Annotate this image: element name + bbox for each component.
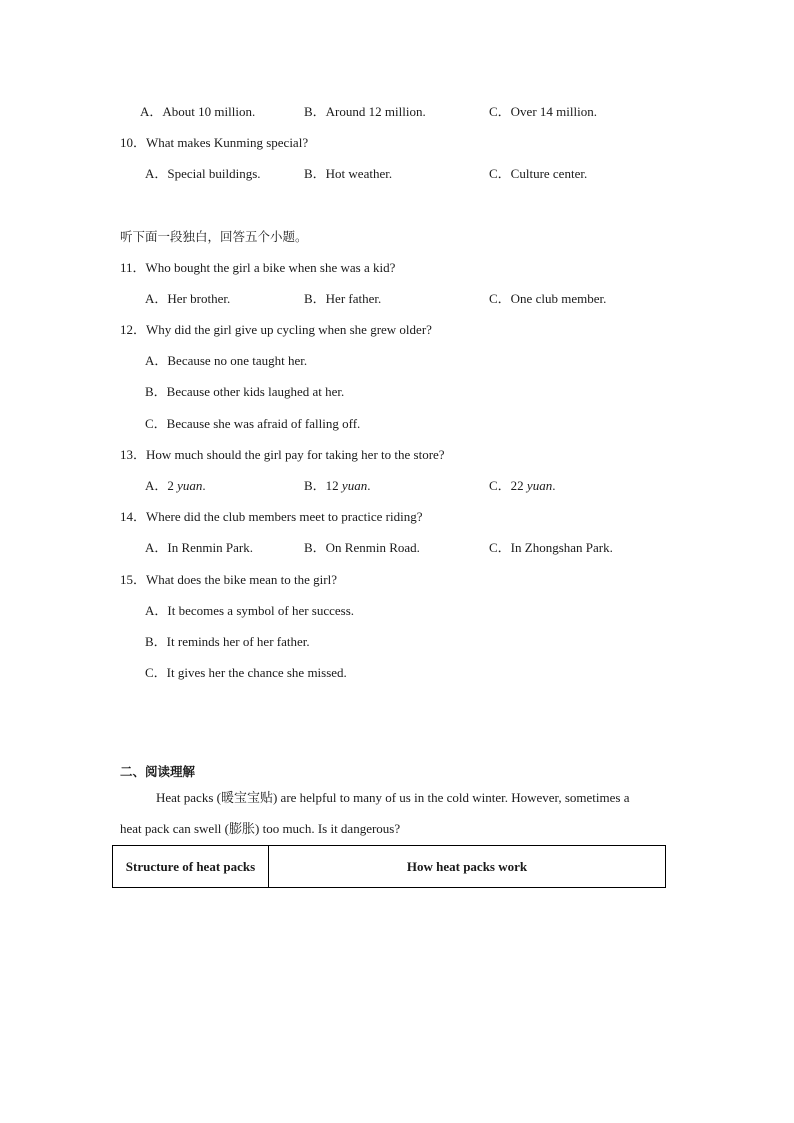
q10-option-b: B．Hot weather. xyxy=(304,166,393,181)
q9-option-b: B．Around 12 million. xyxy=(304,104,426,119)
q15-option-a: A．It becomes a symbol of her success. xyxy=(145,603,355,618)
q11-option-a: A．Her brother. xyxy=(145,291,231,306)
q9-option-a: A．About 10 million. xyxy=(140,104,256,119)
q12-option-c: C．Because she was afraid of falling off. xyxy=(145,416,361,431)
q11-stem: 11．Who bought the girl a bike when she was a kid? xyxy=(120,260,396,275)
q12-option-a: A．Because no one taught her. xyxy=(145,353,308,368)
q14-stem: 14．Where did the club members meet to practice riding? xyxy=(120,509,423,524)
q13-stem: 13．How much should the girl pay for taking her to the store? xyxy=(120,447,445,462)
q13-option-c-amount: 22 xyxy=(510,478,527,493)
q13-option-a-unit: yuan xyxy=(177,478,203,493)
q15-stem: 15．What does the bike mean to the girl? xyxy=(120,572,337,587)
q11-option-c: C．One club member. xyxy=(489,291,607,306)
q13-option-a xyxy=(145,478,206,494)
passage-line-2: heat pack can swell (膨胀) too much. Is it dangerous? xyxy=(120,821,401,836)
passage-line-1: Heat packs (暖宝宝贴) are helpful to many of us in the cold winter. However, sometimes a xyxy=(156,790,630,805)
q14-option-c: C．In Zhongshan Park. xyxy=(489,540,613,555)
q11-option-b: B．Her father. xyxy=(304,291,382,306)
q13-option-c-letter: C． xyxy=(489,478,511,493)
table-header-structure: Structure of heat packs xyxy=(113,846,269,888)
q15-option-c: C．It gives her the chance she missed. xyxy=(145,665,347,680)
q10-option-c: C．Culture center. xyxy=(489,166,588,181)
q12-stem: 12．Why did the girl give up cycling when she grew older? xyxy=(120,322,432,337)
monologue-instruction: 听下面一段独白，回答五个小题。 xyxy=(120,229,308,244)
q13-option-a-letter: A． xyxy=(145,478,168,493)
q13-option-b xyxy=(304,478,370,494)
q13-option-b-end: . xyxy=(367,478,371,493)
q13-option-b-unit: yuan xyxy=(341,478,368,493)
section2-heading: 二、阅读理解 xyxy=(120,764,196,779)
q13-option-a-end: . xyxy=(202,478,206,493)
q14-option-b: B．On Renmin Road. xyxy=(304,540,420,555)
q12-option-b: B．Because other kids laughed at her. xyxy=(145,384,345,399)
q13-option-c-end: . xyxy=(552,478,556,493)
q14-option-a: A．In Renmin Park. xyxy=(145,540,253,555)
q13-option-b-letter: B． xyxy=(304,478,326,493)
q15-option-b: B．It reminds her of her father. xyxy=(145,634,310,649)
q13-option-c xyxy=(489,478,555,494)
q10-option-a: A．Special buildings. xyxy=(145,166,261,181)
q10-stem: 10．What makes Kunming special? xyxy=(120,135,309,150)
table-header-how-work: How heat packs work xyxy=(269,846,666,888)
q13-option-a-amount: 2 xyxy=(167,478,178,493)
q9-option-c: C．Over 14 million. xyxy=(489,104,597,119)
table-header-row xyxy=(113,846,666,888)
heat-pack-table xyxy=(112,845,666,888)
q13-option-b-amount: 12 xyxy=(325,478,342,493)
q13-option-c-unit: yuan xyxy=(526,478,553,493)
